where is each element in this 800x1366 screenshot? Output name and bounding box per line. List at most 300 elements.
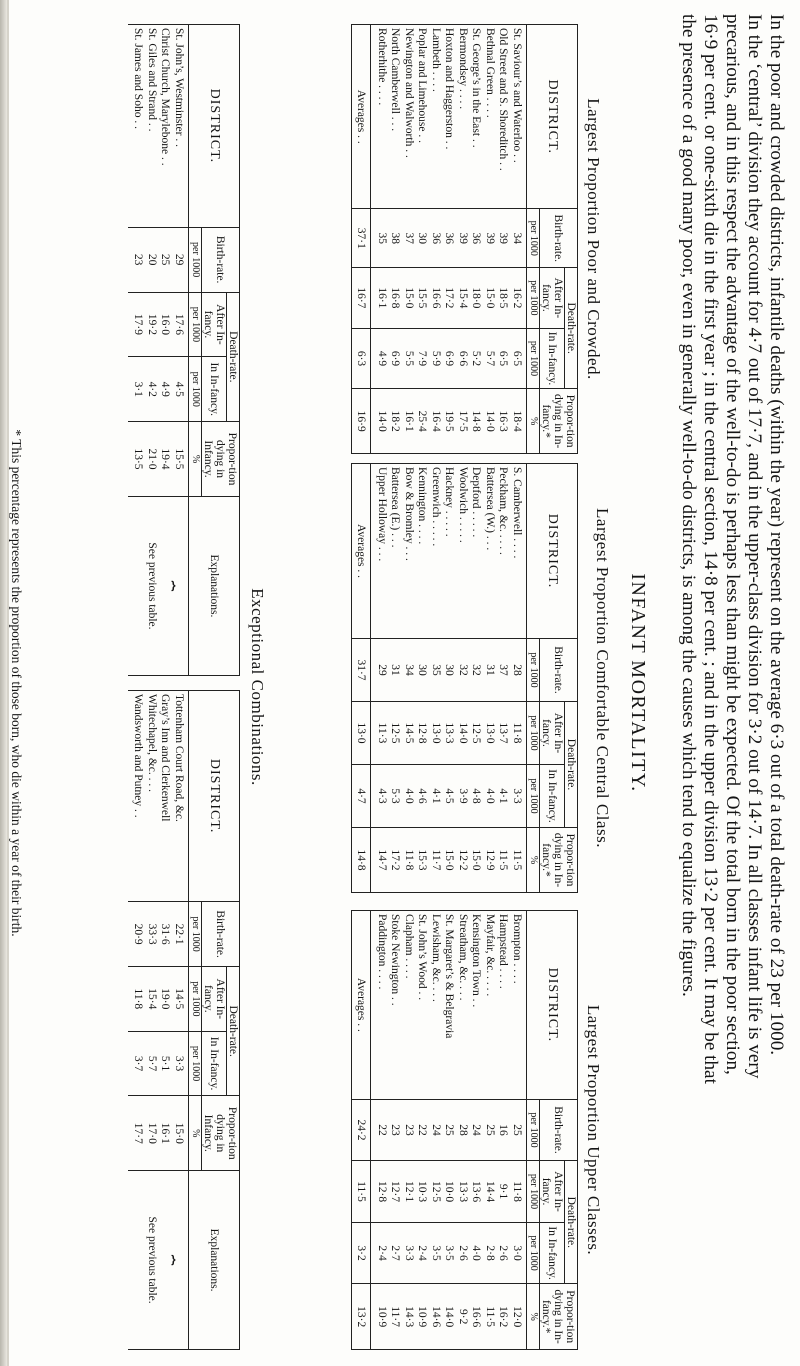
district-cell: Lambeth . . . . — [430, 28, 442, 92]
section-heading: INFANT MORTALITY. — [627, 573, 649, 793]
intro-line: In the ‘central’ division they account for 4·7 out of 17·7, and in the upper-class division for 3·2 out of 14·7. In all classes infant life is very — [744, 14, 765, 1079]
birth-rate-cell: 37 — [497, 664, 510, 676]
proportion-cell: 14·6 — [430, 1306, 442, 1328]
birth-rate-cell: 35 — [376, 232, 388, 245]
after-infancy-cell: 12·8 — [376, 1180, 388, 1203]
birth-rate-cell: 34 — [511, 232, 523, 245]
district-header: DISTRICT. — [189, 25, 240, 228]
district-cell: Brompton . . . . — [511, 914, 523, 984]
in-infancy-cell: 3·9 — [457, 788, 469, 804]
in-infancy-cell: 4·9 — [376, 350, 388, 367]
unit-per-1000: per 1000 — [189, 227, 202, 292]
birth-rate-cell: 16 — [497, 1124, 510, 1136]
birth-rate-cell-column — [128, 227, 189, 292]
after-infancy-cell-column — [128, 292, 189, 357]
in-infancy-cell: 2·4 — [376, 1245, 388, 1261]
proportion-cell: 19·5 — [443, 410, 456, 432]
in-infancy-cell: 2·6 — [457, 1245, 469, 1261]
after-infancy-cell: 13·7 — [497, 722, 510, 744]
birth-rate-cell-column — [371, 1099, 527, 1161]
after-infancy-cell: 14·4 — [484, 1180, 496, 1203]
brace-icon: ⏞ — [154, 580, 175, 592]
district-header: DISTRICT. — [527, 25, 578, 209]
in-infancy-cell: 7·9 — [416, 350, 429, 367]
birth-rate-header: Birth-rate. — [540, 209, 578, 268]
birth-rate-cell: 20 — [146, 253, 158, 266]
birth-rate-cell: 25 — [484, 1124, 496, 1136]
averages-label: Averages . . — [352, 911, 371, 1100]
unit-per-1000: per 1000 — [189, 1031, 202, 1096]
proportion-cell: 16·1 — [403, 410, 415, 432]
proportion-cell: 11·8 — [403, 849, 415, 871]
birth-rate-cell: 39 — [484, 232, 496, 245]
birth-rate-cell: 38 — [389, 232, 402, 245]
after-infancy-cell: 12·5 — [470, 722, 483, 744]
avg-after: 16·7 — [352, 268, 371, 329]
district-cell: St. Saviour’s and Waterloo . . — [511, 28, 523, 163]
avg-proportion: 14·8 — [352, 828, 371, 893]
central-table — [352, 463, 579, 893]
in-infancy-header: In In-fancy. — [540, 328, 565, 389]
birth-rate-cell: 31 — [389, 664, 402, 676]
after-infancy-cell: 16·6 — [430, 287, 442, 309]
district-cell-column — [371, 464, 527, 639]
birth-rate-cell: 25 — [443, 1124, 456, 1136]
proportion-header: Propor-tion dying in Infancy. — [202, 422, 240, 497]
proportion-cell-column — [371, 1284, 527, 1350]
in-infancy-cell: 5·1 — [159, 1055, 172, 1072]
district-cell: Kensington Town . . — [470, 914, 483, 1008]
after-infancy-cell: 10·3 — [416, 1180, 429, 1203]
after-infancy-cell: 15·5 — [416, 287, 429, 309]
proportion-cell: 15·0 — [470, 849, 483, 871]
after-infancy-header: After In-fancy. — [202, 966, 227, 1031]
after-infancy-cell: 14·5 — [403, 722, 415, 744]
district-cell: Wandsworth and Putney . . — [132, 694, 145, 818]
district-header: DISTRICT. — [189, 691, 240, 902]
proportion-cell: 17·0 — [146, 1122, 158, 1144]
death-rate-header: Death-rate. — [565, 702, 578, 828]
in-infancy-cell: 2·4 — [416, 1245, 429, 1261]
intro-line: precarious, and in this respect the advantage of the well-to-do is perhaps less than might be expected. Of the total born in the poor section, — [722, 14, 743, 1075]
proportion-cell: 18·2 — [389, 410, 402, 432]
proportion-cell: 19·4 — [159, 448, 172, 470]
after-infancy-cell: 11·8 — [511, 722, 523, 744]
birth-rate-cell-column — [371, 639, 527, 702]
after-infancy-cell: 19·0 — [159, 988, 172, 1010]
after-infancy-cell: 14·0 — [457, 722, 469, 744]
caption-poor: Largest Proportion Poor and Crowded. — [584, 98, 603, 380]
unit-per-1000: per 1000 — [189, 966, 202, 1031]
proportion-cell: 15·3 — [416, 849, 429, 871]
proportion-cell: 18·4 — [511, 410, 523, 432]
exceptional-right-wrap — [128, 690, 240, 1350]
after-infancy-cell: 15·4 — [457, 287, 469, 309]
birth-rate-cell: 28 — [511, 664, 523, 676]
district-cell: Newington and Walworth . . — [403, 28, 415, 158]
after-infancy-cell: 11·3 — [376, 722, 388, 744]
proportion-cell: 14·0 — [376, 410, 388, 432]
district-cell-column — [128, 691, 189, 902]
birth-rate-cell: 33·3 — [146, 923, 158, 945]
after-infancy-cell: 18·5 — [497, 287, 510, 309]
after-infancy-cell: 18·0 — [470, 287, 483, 309]
table-body-row — [371, 25, 527, 454]
birth-rate-cell: 29 — [173, 253, 185, 266]
birth-rate-cell: 20·9 — [132, 923, 145, 945]
proportion-cell: 14·0 — [484, 410, 496, 432]
proportion-cell: 11·7 — [389, 1306, 402, 1327]
avg-birth: 31·7 — [352, 639, 371, 702]
district-cell: Poplar and Limehouse . . — [416, 28, 429, 143]
proportion-cell: 17·2 — [389, 849, 402, 871]
birth-rate-cell-column — [371, 209, 527, 268]
district-header: DISTRICT. — [527, 911, 578, 1100]
proportion-cell: 17·7 — [132, 1122, 145, 1144]
birth-rate-cell: 32 — [457, 664, 469, 676]
birth-rate-cell: 31·6 — [159, 923, 172, 945]
table-body-row — [128, 691, 189, 1350]
district-cell-column — [371, 911, 527, 1100]
in-infancy-cell: 5·7 — [146, 1055, 158, 1072]
unit-per-1000: per 1000 — [527, 209, 540, 268]
birth-rate-cell: 34 — [403, 664, 415, 676]
birth-rate-cell: 25 — [511, 1124, 523, 1136]
explanation-cell — [128, 496, 189, 675]
after-infancy-cell: 13·0 — [484, 722, 496, 744]
district-cell: Tottenham Court Road, &c. — [173, 694, 185, 822]
death-rate-header: Death-rate. — [227, 292, 240, 422]
after-infancy-cell: 12·7 — [389, 1180, 402, 1203]
averages-label: Averages . . — [352, 25, 371, 209]
birth-rate-cell: 35 — [430, 664, 442, 676]
in-infancy-cell: 4·9 — [159, 381, 172, 397]
in-infancy-cell: 6·9 — [389, 350, 402, 367]
proportion-cell: 14·7 — [376, 849, 388, 871]
proportion-cell: 16·2 — [497, 1306, 510, 1328]
exceptional-left-wrap — [128, 24, 240, 676]
district-cell: Bethnal Green . . . . — [484, 28, 496, 118]
birth-rate-cell: 37 — [403, 232, 415, 245]
in-infancy-cell-column — [128, 1031, 189, 1096]
district-cell: St. John’s, Westminster . . — [173, 28, 185, 147]
district-cell: Battersea (E.) . . . — [389, 467, 402, 548]
unit-per-1000: per 1000 — [189, 902, 202, 967]
after-infancy-cell: 13·0 — [430, 722, 442, 744]
in-infancy-cell: 3·5 — [443, 1245, 456, 1261]
unit-per-1000: per 1000 — [189, 292, 202, 357]
in-infancy-cell: 4·5 — [443, 788, 456, 804]
district-cell: Kennington . . . . — [416, 467, 429, 545]
proportion-cell-column — [128, 1096, 189, 1171]
birth-rate-header: Birth-rate. — [202, 902, 240, 967]
avg-birth: 37·1 — [352, 209, 371, 268]
after-infancy-cell: 16·1 — [376, 287, 388, 309]
birth-rate-cell: 32 — [470, 664, 483, 676]
birth-rate-cell: 39 — [497, 232, 510, 245]
birth-rate-cell: 25 — [159, 253, 172, 266]
after-infancy-cell: 17·9 — [132, 313, 145, 335]
table-body-row — [371, 464, 527, 893]
birth-rate-cell: 36 — [430, 232, 442, 245]
unit-percent: % — [189, 422, 202, 497]
proportion-cell: 16·4 — [430, 410, 442, 432]
in-infancy-cell: 3·3 — [511, 788, 523, 804]
avg-proportion: 16·9 — [352, 389, 371, 454]
after-infancy-cell-column — [371, 702, 527, 765]
birth-rate-cell: 22·1 — [173, 923, 185, 945]
proportion-cell: 15·5 — [173, 448, 185, 470]
in-infancy-header: In In-fancy. — [202, 1031, 227, 1096]
district-cell: St. Giles and Strand . . — [146, 28, 158, 132]
poor-table — [352, 24, 579, 454]
unit-per-1000: per 1000 — [189, 357, 202, 422]
unit-per-1000: per 1000 — [527, 639, 540, 702]
after-infancy-cell: 10·0 — [443, 1180, 456, 1203]
birth-rate-header: Birth-rate. — [540, 639, 578, 702]
birth-rate-cell: 36 — [470, 232, 483, 245]
exceptional-left-table — [128, 24, 240, 676]
in-infancy-cell: 2·6 — [497, 1245, 510, 1261]
brace-icon: ⏞ — [154, 1254, 175, 1266]
proportion-cell: 14·0 — [443, 1306, 456, 1328]
district-cell: Hampstead . . . . — [497, 914, 510, 989]
proportion-cell: 10·9 — [376, 1306, 388, 1328]
unit-per-1000: per 1000 — [527, 268, 540, 329]
in-infancy-cell: 3·1 — [132, 381, 145, 397]
caption-exceptional: Exceptional Combinations. — [248, 588, 267, 786]
birth-rate-cell: 24 — [470, 1124, 483, 1136]
district-cell: Old Street and S. Shoreditch . . — [497, 28, 510, 171]
unit-per-1000: per 1000 — [527, 1099, 540, 1161]
in-infancy-cell: 4·6 — [416, 788, 429, 804]
unit-percent: % — [527, 389, 540, 454]
in-infancy-header: In In-fancy. — [540, 1222, 565, 1284]
birth-rate-cell-column — [128, 902, 189, 967]
proportion-cell: 13·5 — [132, 448, 145, 470]
in-infancy-cell: 3·3 — [403, 1245, 415, 1261]
proportion-cell: 12·9 — [484, 849, 496, 871]
birth-rate-cell: 23 — [403, 1124, 415, 1136]
after-infancy-cell: 16·0 — [159, 313, 172, 335]
birth-rate-cell: 23 — [389, 1124, 402, 1136]
proportion-cell: 10·9 — [416, 1306, 429, 1328]
after-infancy-cell: 16·8 — [389, 287, 402, 309]
in-infancy-cell: 3·3 — [173, 1055, 185, 1072]
unit-percent: % — [527, 1284, 540, 1350]
proportion-cell: 15·0 — [173, 1122, 185, 1144]
unit-per-1000: per 1000 — [527, 702, 540, 765]
in-infancy-cell: 5·9 — [430, 350, 442, 367]
birth-rate-cell: 31 — [484, 664, 496, 676]
district-cell-column — [371, 25, 527, 209]
proportion-cell: 11·5 — [484, 1306, 496, 1327]
caption-central: Largest Proportion Comfortable Central Class. — [593, 508, 612, 848]
proportion-cell: 9·2 — [457, 1309, 469, 1325]
proportion-cell: 17·5 — [457, 410, 469, 432]
district-cell: St. George’s in the East . . — [470, 28, 483, 148]
see-previous-note: See previous table. — [145, 542, 158, 630]
avg-infancy: 4·7 — [352, 765, 371, 828]
after-infancy-header: After In-fancy. — [540, 702, 565, 765]
table-body-row — [128, 25, 189, 676]
averages-label: Averages . . — [352, 464, 371, 639]
unit-per-1000: per 1000 — [527, 328, 540, 389]
birth-rate-cell: 22 — [376, 1124, 388, 1136]
in-infancy-header: In In-fancy. — [202, 357, 227, 422]
see-previous-note: See previous table. — [145, 1216, 158, 1304]
unit-per-1000: per 1000 — [527, 1222, 540, 1284]
proportion-cell: 11·5 — [511, 849, 523, 871]
in-infancy-cell-column — [371, 1222, 527, 1284]
unit-per-1000: per 1000 — [527, 1161, 540, 1223]
district-cell: Peckham, &c. . . . . — [497, 467, 510, 555]
proportion-cell: 15·0 — [443, 849, 456, 871]
central-table-wrap — [352, 463, 579, 893]
district-cell: Hoxton and Haggerston . . — [443, 28, 456, 150]
district-cell: Lewisham, &c. . . . — [430, 914, 442, 1002]
after-infancy-cell-column — [371, 268, 527, 329]
birth-rate-header: Birth-rate. — [540, 1099, 578, 1161]
district-cell: Hackney . . . . . — [443, 467, 456, 537]
proportion-cell: 14·3 — [403, 1306, 415, 1328]
in-infancy-cell-column — [371, 765, 527, 828]
proportion-cell: 16·3 — [497, 410, 510, 432]
district-cell: Upper Holloway . . . — [376, 467, 388, 562]
after-infancy-cell: 17·6 — [173, 313, 185, 335]
birth-rate-cell: 29 — [376, 664, 388, 676]
avg-proportion: 13·2 — [352, 1284, 371, 1350]
in-infancy-cell: 3·7 — [132, 1055, 145, 1072]
birth-rate-cell: 30 — [416, 664, 429, 676]
explanations-header: Explanations. — [189, 1171, 240, 1350]
after-infancy-cell: 19·2 — [146, 313, 158, 335]
district-cell: Whitechapel, &c. . . . — [146, 694, 158, 793]
proportion-cell-column — [371, 389, 527, 454]
proportion-cell: 14·8 — [470, 410, 483, 432]
avg-after: 11·5 — [352, 1161, 371, 1223]
in-infancy-cell: 4·3 — [376, 788, 388, 804]
after-infancy-cell: 12·8 — [416, 722, 429, 744]
proportion-cell: 21·0 — [146, 448, 158, 470]
in-infancy-cell: 2·8 — [484, 1245, 496, 1261]
after-infancy-cell: 11·8 — [132, 988, 145, 1010]
district-cell: St. John’s Wood . . — [416, 914, 429, 1001]
district-cell: Bow & Bromley . . . — [403, 467, 415, 561]
district-cell: Deptford . . . . . — [470, 467, 483, 538]
after-infancy-cell: 13·3 — [443, 722, 456, 744]
explanations-header: Explanations. — [189, 496, 240, 675]
in-infancy-cell: 3·0 — [511, 1245, 523, 1261]
district-cell: S. Camberwell . . . . — [511, 467, 523, 559]
unit-per-1000: per 1000 — [527, 765, 540, 828]
in-infancy-cell: 4·2 — [146, 381, 158, 397]
intro-paragraph — [677, 14, 787, 1344]
district-cell: Bermondsey . . . . — [457, 28, 469, 110]
footnote: * This percentage represents the proportion of those born, who die within a year of their birth. — [9, 429, 24, 937]
district-cell: Rotherhithe . . . . — [376, 28, 388, 106]
in-infancy-cell: 6·9 — [443, 350, 456, 367]
in-infancy-cell: 6·6 — [457, 350, 469, 367]
district-header: DISTRICT. — [527, 464, 578, 639]
birth-rate-cell: 30 — [416, 232, 429, 245]
in-infancy-cell: 5·7 — [484, 350, 496, 367]
after-infancy-cell-column — [371, 1161, 527, 1223]
district-cell: Clapham . . . . — [403, 914, 415, 979]
in-infancy-cell: 3·5 — [430, 1245, 442, 1261]
birth-rate-cell: 30 — [443, 664, 456, 676]
proportion-header: Propor-tion dying in In-fancy.* — [540, 1284, 578, 1350]
proportion-cell: 16·6 — [470, 1306, 483, 1328]
district-cell: Gray’s Inn and Clerkenwell — [159, 694, 172, 822]
district-cell: Woolwich . . . . . — [457, 467, 469, 543]
in-infancy-cell: 2·7 — [389, 1245, 402, 1261]
after-infancy-cell: 12·5 — [389, 722, 402, 744]
birth-rate-cell: 23 — [132, 253, 145, 266]
death-rate-header: Death-rate. — [227, 966, 240, 1095]
district-cell: North Camberwell . . . — [389, 28, 402, 132]
in-infancy-cell: 6·5 — [511, 350, 523, 367]
caption-upper: Largest Proportion Upper Classes. — [584, 1004, 603, 1256]
birth-rate-cell: 22 — [416, 1124, 429, 1136]
after-infancy-cell: 14·5 — [173, 988, 185, 1010]
avg-after: 13·0 — [352, 702, 371, 765]
district-cell: Christ Church, Marylebone . . — [159, 28, 172, 166]
in-infancy-cell-column — [128, 357, 189, 422]
proportion-cell: 11·7 — [430, 849, 442, 871]
avg-infancy: 3·2 — [352, 1222, 371, 1284]
proportion-cell: 12·2 — [457, 849, 469, 871]
in-infancy-header: In In-fancy. — [540, 765, 565, 828]
proportion-cell: 16·1 — [159, 1122, 172, 1144]
birth-rate-cell: 28 — [457, 1124, 469, 1136]
intro-line: In the poor and crowded districts, infantile deaths (within the year) represent on the average 6·3 out of a total death-rate of 23 per 1000. — [766, 14, 787, 1056]
after-infancy-cell: 12·5 — [430, 1180, 442, 1203]
birth-rate-cell: 24 — [430, 1124, 442, 1136]
proportion-cell-column — [371, 828, 527, 893]
after-infancy-cell: 11·8 — [511, 1181, 523, 1202]
district-cell: Streatham, &c. . . . — [457, 914, 469, 1001]
in-infancy-cell: 5·5 — [403, 350, 415, 367]
avg-infancy: 6·3 — [352, 328, 371, 389]
district-cell: St. James and Soho . . — [132, 28, 145, 129]
table-body-row — [371, 911, 527, 1350]
district-cell: Stoke Newington . . — [389, 914, 402, 1006]
after-infancy-header: After In-fancy. — [202, 292, 227, 357]
upper-table-wrap — [352, 910, 579, 1350]
explanation-cell — [128, 1171, 189, 1350]
district-cell: Greenwich . . . . . — [430, 467, 442, 547]
in-infancy-cell: 6·5 — [497, 350, 510, 367]
after-infancy-cell: 15·0 — [484, 287, 496, 309]
in-infancy-cell: 4·5 — [173, 381, 185, 397]
upper-table — [352, 910, 579, 1350]
proportion-cell: 11·5 — [497, 849, 510, 871]
after-infancy-header: After In-fancy. — [540, 268, 565, 329]
in-infancy-cell-column — [371, 328, 527, 389]
proportion-cell: 12·0 — [511, 1306, 523, 1328]
after-infancy-cell: 16·2 — [511, 287, 523, 309]
intro-line: the presence of a good many poor, even in generally well-to-do districts, is among the causes which tend to equalize the figures. — [678, 14, 699, 997]
in-infancy-cell: 4·8 — [470, 788, 483, 804]
district-cell: St. Margaret’s & Belgravia — [443, 914, 456, 1039]
in-infancy-cell: 5·2 — [470, 350, 483, 367]
after-infancy-cell: 17·2 — [443, 287, 456, 309]
after-infancy-cell: 15·4 — [146, 988, 158, 1010]
proportion-header: Propor-tion dying in In-fancy.* — [540, 389, 578, 454]
intro-line: 16·9 per cent. or one-sixth die in the first year ; in the central section, 14·8 per cent. ; and in the upper division 13·2 per cent. It may be that — [700, 14, 721, 1084]
after-infancy-header: After In-fancy. — [540, 1161, 565, 1223]
